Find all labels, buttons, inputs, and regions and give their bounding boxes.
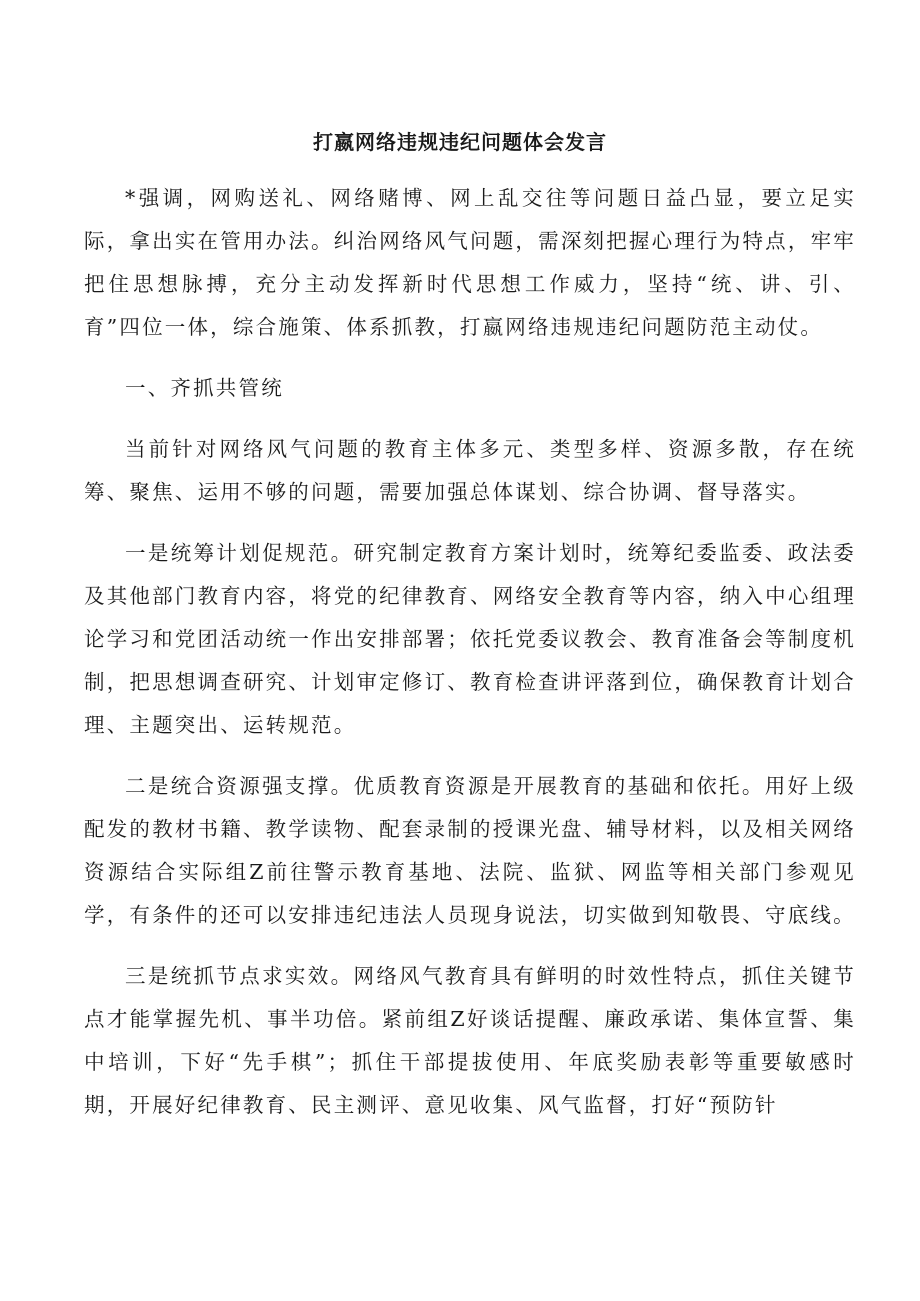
paragraph-point-1: 一是统筹计划促规范。研究制定教育方案计划时，统筹纪委监委、政法委及其他部门教育内容，将党的纪律教育、网络安全教育等内容，纳入中心组理论学习和党团活动统一作出安排部署；依托党委议教会、教育准备会等制度机制，把思想调查研究、计划审定修订、教育检查讲评落到位，确保教育计划合理、主题突出、运转规范。 bbox=[84, 541, 856, 737]
section-heading-1: 一、齐抓共管统 bbox=[125, 376, 284, 400]
paragraph-point-3: 三是统抓节点求实效。网络风气教育具有鲜明的时效性特点，抓住关键节点才能掌握先机、事半功倍。紧前组Z好谈话提醒、廉政承诺、集体宣誓、集中培训，下好“先手棋”；抓住干部提拔使用、年底奖励表彰等重要敏感时期，开展好纪律教育、民主测评、意见收集、风气监督，打好“预防针 bbox=[84, 964, 856, 1117]
paragraph-point-2: 二是统合资源强支撑。优质教育资源是开展教育的基础和依托。用好上级配发的教材书籍、教学读物、配套录制的授课光盘、辅导材料，以及相关网络资源结合实际组Z前往警示教育基地、法院、监狱、网监等相关部门参观见学，有条件的还可以安排违纪违法人员现身说法，切实做到知敬畏、守底线。 bbox=[84, 774, 856, 927]
paragraph-intro: *强调，网购送礼、网络赌博、网上乱交往等问题日益凸显，要立足实际，拿出实在管用办法。纠治网络风气问题，需深刻把握心理行为特点，牢牢把住思想脉搏，充分主动发挥新时代思想工作威力，坚持“统、讲、引、育”四位一体，综合施策、体系抓教，打嬴网络违规违纪问题防范主动仗。 bbox=[84, 186, 856, 339]
document-title: 打嬴网络违规违纪问题体会发言 bbox=[313, 130, 607, 154]
document-body bbox=[84, 177, 856, 1127]
paragraph-overview: 当前针对网络风气问题的教育主体多元、类型多样、资源多散，存在统筹、聚焦、运用不够的问题，需要加强总体谋划、综合协调、督导落实。 bbox=[84, 437, 856, 504]
